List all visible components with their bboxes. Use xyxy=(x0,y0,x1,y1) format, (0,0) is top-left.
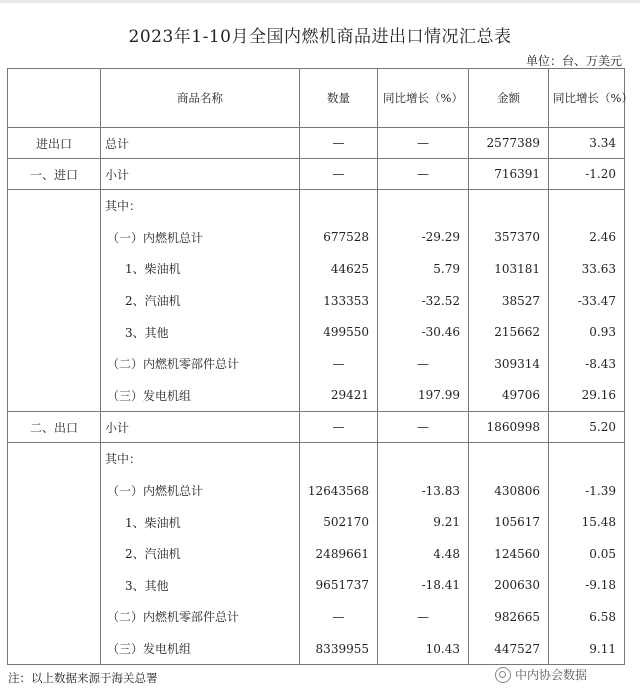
section-cell xyxy=(8,443,101,475)
item-amount: 38527 xyxy=(469,285,549,317)
unit-label: 单位：台、万美元 xyxy=(525,54,622,68)
item-amount-yoy: 29.16 xyxy=(549,380,625,412)
total-name: 总计 xyxy=(101,128,300,159)
watermark xyxy=(495,666,587,683)
total-section: 进出口 xyxy=(8,128,101,159)
section-cell xyxy=(8,316,101,348)
item-qty-yoy: -32.52 xyxy=(378,285,469,317)
total-qty: — xyxy=(300,128,378,159)
section-cell xyxy=(8,380,101,412)
item-qty: 12643568 xyxy=(300,475,378,507)
item-amount-yoy: 6.58 xyxy=(549,601,625,633)
item-name: 其中： xyxy=(101,190,300,222)
watermark-text: 中内协会数据 xyxy=(515,668,588,682)
item-qty-yoy xyxy=(378,190,469,222)
item-amount: 200630 xyxy=(469,570,549,602)
item-amount-yoy xyxy=(549,190,625,222)
item-amount-yoy: 2.46 xyxy=(549,222,625,254)
table-row xyxy=(8,190,625,222)
page-title: 2023年1-10月全国内燃机商品进出口情况汇总表 xyxy=(128,27,512,47)
item-qty-yoy xyxy=(378,443,469,475)
table-row xyxy=(8,475,625,507)
export-subtotal-amount: 1860998 xyxy=(469,412,549,443)
item-qty-yoy: -30.46 xyxy=(378,316,469,348)
section-cell xyxy=(8,475,101,507)
header-qty: 数量 xyxy=(300,69,378,128)
item-amount-yoy xyxy=(549,443,625,475)
item-name: （三）发电机组 xyxy=(101,380,300,412)
item-qty-yoy: -18.41 xyxy=(378,570,469,602)
table-row xyxy=(8,380,625,412)
item-name: （一）内燃机总计 xyxy=(101,222,300,254)
table-header-row xyxy=(8,69,625,128)
item-amount: 309314 xyxy=(469,348,549,380)
import-subtotal-qty-yoy: — xyxy=(378,159,469,190)
header-amount-yoy: 同比增长（%） xyxy=(549,69,625,128)
item-amount-yoy: -1.39 xyxy=(549,475,625,507)
item-qty: 502170 xyxy=(300,506,378,538)
item-name: 2、汽油机 xyxy=(101,538,300,570)
table-row xyxy=(8,570,625,602)
item-amount: 49706 xyxy=(469,380,549,412)
export-subtotal-qty-yoy: — xyxy=(378,412,469,443)
item-amount: 357370 xyxy=(469,222,549,254)
item-qty: 133353 xyxy=(300,285,378,317)
export-subtotal-qty: — xyxy=(300,412,378,443)
import-subtotal-name: 小计 xyxy=(101,159,300,190)
item-amount: 982665 xyxy=(469,601,549,633)
import-section: 一、进口 xyxy=(8,159,101,190)
item-qty-yoy: — xyxy=(378,601,469,633)
section-cell xyxy=(8,601,101,633)
import-subtotal-row xyxy=(8,159,625,190)
table-row xyxy=(8,285,625,317)
table-row xyxy=(8,222,625,254)
item-amount: 124560 xyxy=(469,538,549,570)
export-subtotal-name: 小计 xyxy=(101,412,300,443)
item-amount: 215662 xyxy=(469,316,549,348)
item-name: 其中： xyxy=(101,443,300,475)
table-row xyxy=(8,316,625,348)
item-amount: 103181 xyxy=(469,253,549,285)
item-amount-yoy: 33.63 xyxy=(549,253,625,285)
item-amount-yoy: -8.43 xyxy=(549,348,625,380)
import-subtotal-amount: 716391 xyxy=(469,159,549,190)
item-amount xyxy=(469,190,549,222)
item-qty: 2489661 xyxy=(300,538,378,570)
header-name: 商品名称 xyxy=(101,69,300,128)
item-name: （二）内燃机零部件总计 xyxy=(101,348,300,380)
section-cell xyxy=(8,348,101,380)
item-amount: 447527 xyxy=(469,633,549,665)
header-qty-yoy: 同比增长（%） xyxy=(378,69,469,128)
total-amount: 2577389 xyxy=(469,128,549,159)
item-qty-yoy: 5.79 xyxy=(378,253,469,285)
wechat-icon xyxy=(495,667,511,683)
item-qty-yoy: — xyxy=(378,348,469,380)
item-amount-yoy: 0.05 xyxy=(549,538,625,570)
item-amount xyxy=(469,443,549,475)
table-row xyxy=(8,443,625,475)
item-name: （二）内燃机零部件总计 xyxy=(101,601,300,633)
footnote: 注：以上数据来源于海关总署 xyxy=(8,671,158,685)
item-qty: 9651737 xyxy=(300,570,378,602)
item-qty: — xyxy=(300,348,378,380)
item-amount: 105617 xyxy=(469,506,549,538)
section-cell xyxy=(8,506,101,538)
table-row xyxy=(8,633,625,665)
item-name: 1、柴油机 xyxy=(101,506,300,538)
item-qty: 499550 xyxy=(300,316,378,348)
section-cell xyxy=(8,570,101,602)
item-name: （三）发电机组 xyxy=(101,633,300,665)
table-row xyxy=(8,348,625,380)
item-amount-yoy: 15.48 xyxy=(549,506,625,538)
table-row xyxy=(8,538,625,570)
table-row xyxy=(8,601,625,633)
section-cell xyxy=(8,190,101,222)
item-qty-yoy: 9.21 xyxy=(378,506,469,538)
item-qty-yoy: -13.83 xyxy=(378,475,469,507)
header-amount: 金额 xyxy=(469,69,549,128)
item-amount: 430806 xyxy=(469,475,549,507)
item-name: 2、汽油机 xyxy=(101,285,300,317)
item-qty-yoy: 10.43 xyxy=(378,633,469,665)
total-row xyxy=(8,128,625,159)
section-cell xyxy=(8,222,101,254)
item-amount-yoy: 9.11 xyxy=(549,633,625,665)
total-qty-yoy: — xyxy=(378,128,469,159)
item-qty: — xyxy=(300,601,378,633)
header-section xyxy=(8,69,101,128)
total-amount-yoy: 3.34 xyxy=(549,128,625,159)
item-amount-yoy: -9.18 xyxy=(549,570,625,602)
item-name: （一）内燃机总计 xyxy=(101,475,300,507)
export-section: 二、出口 xyxy=(8,412,101,443)
item-qty: 8339955 xyxy=(300,633,378,665)
item-qty: 29421 xyxy=(300,380,378,412)
table-row xyxy=(8,506,625,538)
item-qty: 44625 xyxy=(300,253,378,285)
top-divider xyxy=(0,0,640,3)
item-qty xyxy=(300,443,378,475)
import-subtotal-qty: — xyxy=(300,159,378,190)
import-subtotal-amount-yoy: -1.20 xyxy=(549,159,625,190)
table-row xyxy=(8,253,625,285)
export-subtotal-amount-yoy: 5.20 xyxy=(549,412,625,443)
item-qty: 677528 xyxy=(300,222,378,254)
section-cell xyxy=(8,633,101,665)
section-cell xyxy=(8,285,101,317)
item-qty-yoy: 4.48 xyxy=(378,538,469,570)
section-cell xyxy=(8,253,101,285)
item-qty-yoy: 197.99 xyxy=(378,380,469,412)
item-amount-yoy: 0.93 xyxy=(549,316,625,348)
section-cell xyxy=(8,538,101,570)
item-qty-yoy: -29.29 xyxy=(378,222,469,254)
item-name: 3、其他 xyxy=(101,570,300,602)
item-name: 1、柴油机 xyxy=(101,253,300,285)
summary-table xyxy=(7,68,633,665)
item-name: 3、其他 xyxy=(101,316,300,348)
export-subtotal-row xyxy=(8,412,625,443)
item-qty xyxy=(300,190,378,222)
item-amount-yoy: -33.47 xyxy=(549,285,625,317)
